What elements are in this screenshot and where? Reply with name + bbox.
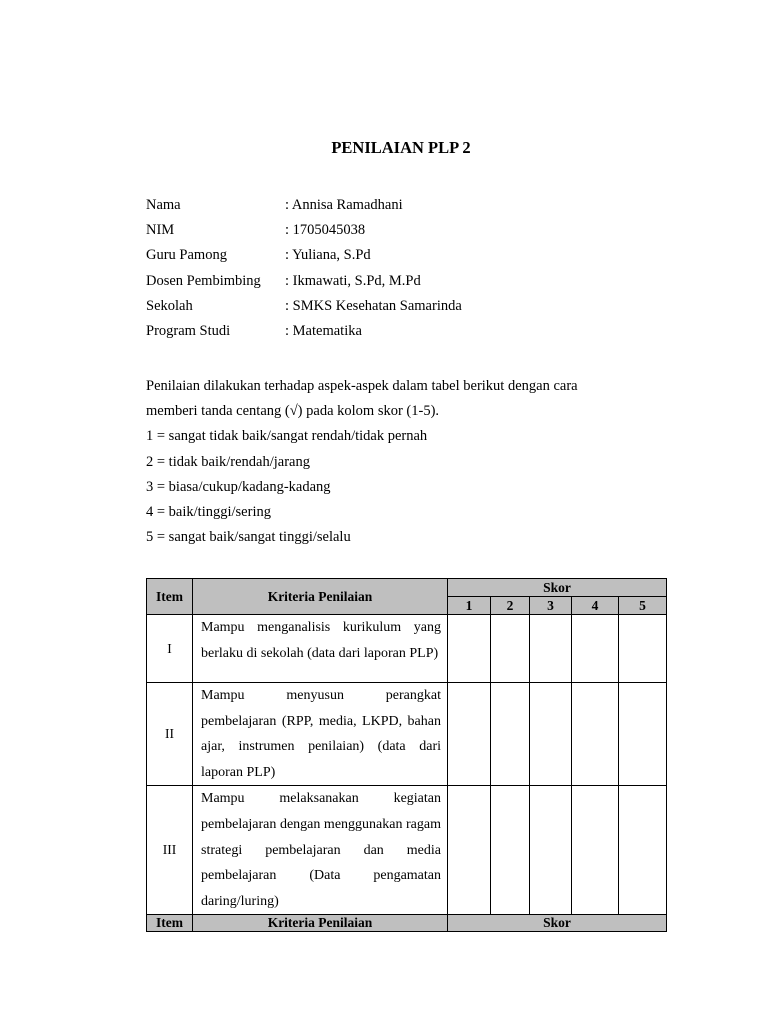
info-row-program-studi <box>146 322 462 347</box>
footer-criteria: Kriteria Penilaian <box>193 915 448 932</box>
item-number: II <box>147 683 193 786</box>
assessment-table <box>146 578 667 932</box>
score-cell-3[interactable] <box>530 786 572 915</box>
criteria-text: Mampu melaksanakan kegiatan pembelajaran dengan menggunakan ragam strategi pembelajaran dan media pembelajaran (Data pengamatan daring/luring) <box>193 786 448 915</box>
score-cell-4[interactable] <box>572 786 619 915</box>
info-label: Guru Pamong <box>146 247 227 264</box>
table-row <box>147 786 667 915</box>
info-row-name <box>146 196 462 221</box>
score-level-header: 2 <box>491 597 530 615</box>
score-cell-5[interactable] <box>619 786 667 915</box>
item-number: I <box>147 615 193 683</box>
footer-score: Skor <box>448 915 667 932</box>
info-value: : Matematika <box>285 322 362 339</box>
info-label: Dosen Pembimbing <box>146 272 261 289</box>
info-row-dosen-pembimbing <box>146 272 462 297</box>
table-footer-row <box>147 915 667 932</box>
score-cell-2[interactable] <box>491 683 530 786</box>
table-row <box>147 615 667 683</box>
score-cell-3[interactable] <box>530 683 572 786</box>
criteria-text: Mampu menganalisis kurikulum yang berlaku di sekolah (data dari laporan PLP) <box>193 615 448 683</box>
info-row-nim <box>146 221 462 246</box>
student-info <box>146 196 462 347</box>
scale-level-4: 4 = baik/tinggi/sering <box>146 504 271 521</box>
footer-item: Item <box>147 915 193 932</box>
score-cell-2[interactable] <box>491 786 530 915</box>
info-row-sekolah <box>146 297 462 322</box>
scale-level-1: 1 = sangat tidak baik/sangat rendah/tidak pernah <box>146 428 428 445</box>
table-row <box>147 683 667 786</box>
score-cell-2[interactable] <box>491 615 530 683</box>
info-value: : SMKS Kesehatan Samarinda <box>285 297 462 314</box>
criteria-text: Mampu menyusun perangkat pembelajaran (RPP, media, LKPD, bahan ajar, instrumen penilaian) (data dari laporan PLP) <box>193 683 448 786</box>
info-value: : 1705045038 <box>285 222 366 239</box>
page-title: PENILAIAN PLP 2 <box>331 138 471 157</box>
instructions <box>146 374 616 550</box>
scale-level-3: 3 = biasa/cukup/kadang-kadang <box>146 478 331 495</box>
scale-level-2: 2 = tidak baik/rendah/jarang <box>146 453 310 470</box>
score-cell-1[interactable] <box>448 683 491 786</box>
score-level-header: 5 <box>619 597 667 615</box>
header-score: Skor <box>448 579 667 597</box>
header-criteria: Kriteria Penilaian <box>193 579 448 615</box>
score-level-header: 4 <box>572 597 619 615</box>
info-value: : Ikmawati, S.Pd, M.Pd <box>285 272 421 289</box>
info-label: Sekolah <box>146 297 193 314</box>
info-label: Program Studi <box>146 322 231 339</box>
score-level-header: 1 <box>448 597 491 615</box>
score-cell-4[interactable] <box>572 615 619 683</box>
instruction-line: Penilaian dilakukan terhadap aspek-aspek dalam tabel berikut dengan cara <box>146 378 578 394</box>
instruction-line: memberi tanda centang (√) pada kolom skor (1-5). <box>146 403 440 420</box>
score-cell-5[interactable] <box>619 615 667 683</box>
info-value: : Annisa Ramadhani <box>285 197 403 213</box>
info-row-guru-pamong <box>146 246 462 271</box>
score-cell-4[interactable] <box>572 683 619 786</box>
info-label: Nama <box>146 197 181 213</box>
item-number: III <box>147 786 193 915</box>
score-cell-3[interactable] <box>530 615 572 683</box>
score-cell-1[interactable] <box>448 786 491 915</box>
score-cell-1[interactable] <box>448 615 491 683</box>
score-cell-5[interactable] <box>619 683 667 786</box>
header-item: Item <box>147 579 193 615</box>
info-label: NIM <box>146 222 175 239</box>
score-level-header: 3 <box>530 597 572 615</box>
info-value: : Yuliana, S.Pd <box>285 247 371 264</box>
scale-level-5: 5 = sangat baik/sangat tinggi/selalu <box>146 529 351 546</box>
